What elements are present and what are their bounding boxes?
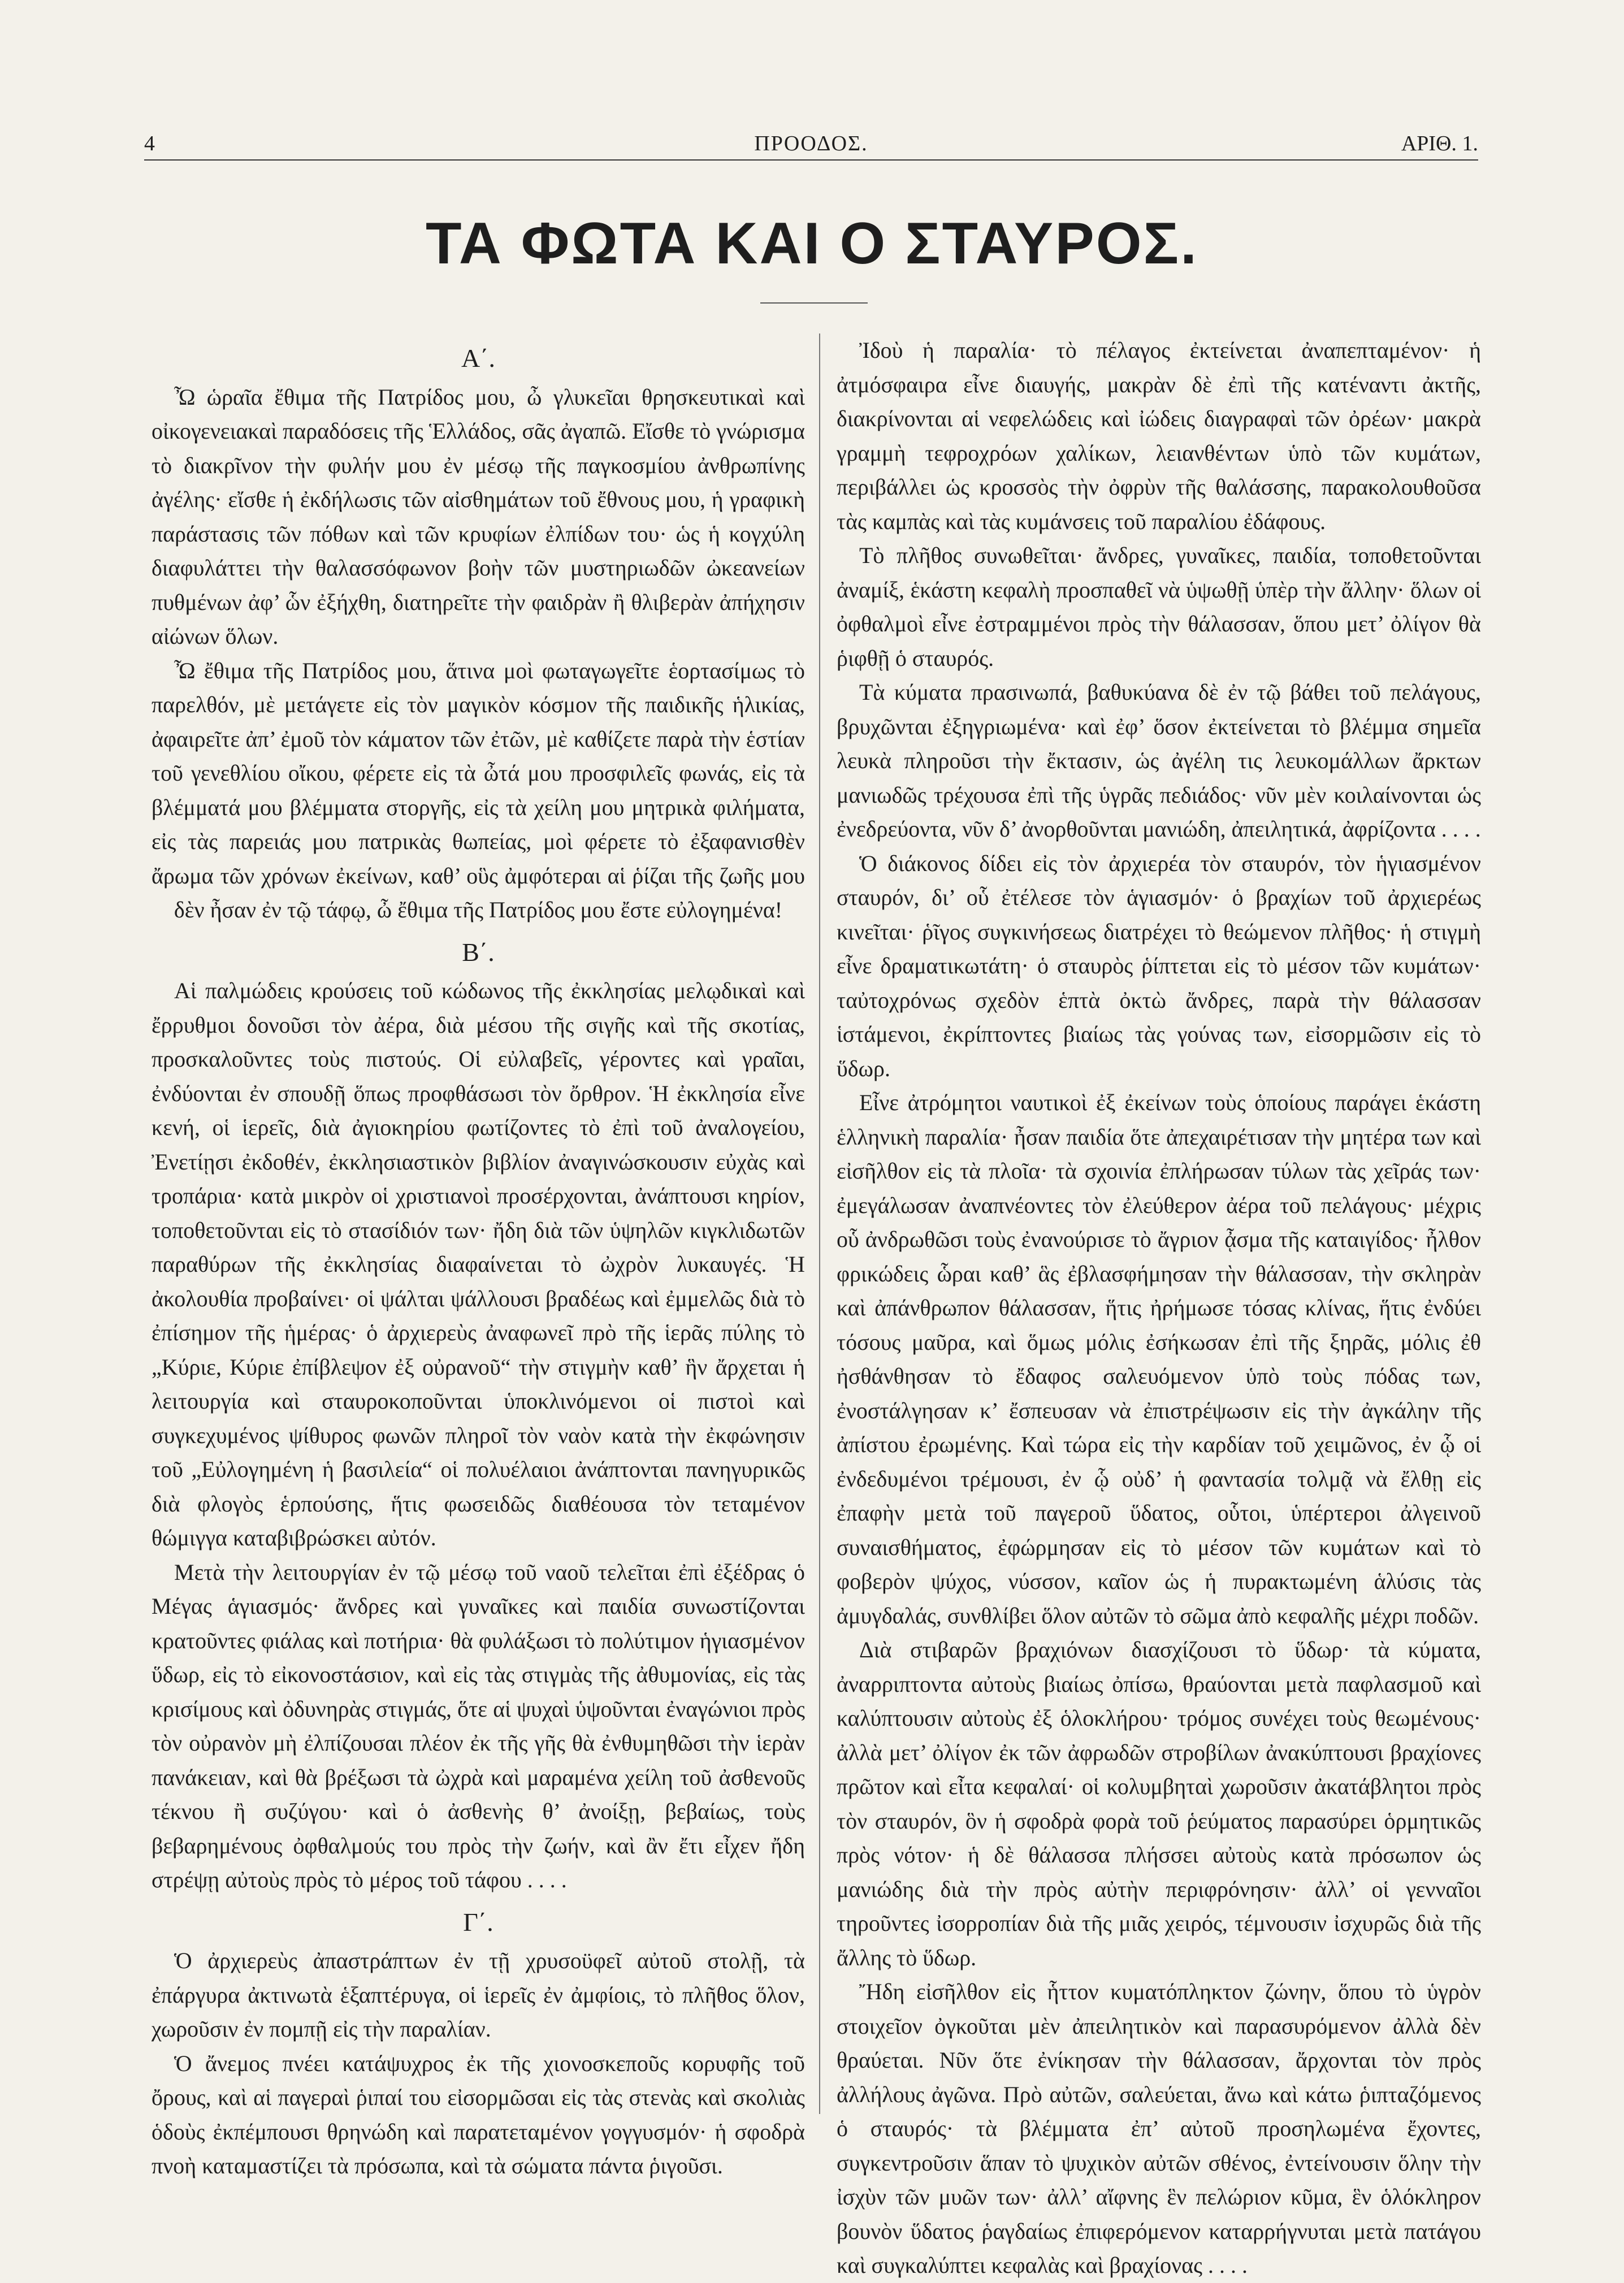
paragraph: Αἱ παλμώδεις κρούσεις τοῦ κώδωνος τῆς ἐκκλησίας μελῳδικαὶ καὶ ἔρρυθμοι δονοῦσι τὸν ἀέρα, διὰ μέσου τῆς σιγῆς καὶ τῆς σκοτίας, προσκαλοῦντες τοὺς πιστούς. Οἱ εὐλαβεῖς, γέροντες καὶ γραῖαι, ἐνδύονται ἐν σπουδῇ ὅπως προφθάσωσι τὸν ὄρθρον. Ἡ ἐκκλησία εἶνε κενή, οἱ ἱερεῖς, διὰ ἀγιοκηρίου φωτίζοντες τὸ ἐπὶ τοῦ ἀναλογείου, Ἐνετίῃσι ἐκδοθέν, ἐκκλησιαστικὸν βιβλίον ἀναγινώσκουσιν εὐχὰς καὶ τροπάρια· κατὰ μικρὸν οἱ χριστιανοὶ προσέρχονται, ἀνάπτουσι κηρίον, τοποθετοῦνται εἰς τὸ στασίδιόν των· ἤδη διὰ τῶν ὑψηλῶν κιγκλιδωτῶν παραθύρων τῆς ἐκκλησίας διαφαίνεται τὸ ὠχρὸν λυκαυγές. Ἡ ἀκολουθία προβαίνει· οἱ ψάλται ψάλλουσι βραδέως καὶ ἐμμελῶς διὰ τὸ ἐπίσημον τῆς ἡμέρας· ὁ ἀρχιερεὺς ἀναφωνεῖ πρὸ τῆς ἱερᾶς πύλης τὸ „Κύριε, Κύριε ἐπίβλεψον ἐξ οὐρανοῦ“ τὴν στιγμὴν καθ’ ἣν ἄρχεται ἡ λειτουργία καὶ σταυροκοποῦνται ὑποκλινόμενοι οἱ πιστοὶ καὶ συγκεχυμένος ψίθυρος φωνῶν πληροῖ τὸν ναὸν κατὰ τὴν ἐκφώνησιν τοῦ „Εὐλογημένη ἡ βασιλεία“ οἱ πολυέλαιοι ἀνάπτονται πανηγυρικῶς διὰ φλογὸς ἑρπούσης, ἥτις φωσειδῶς διαθέουσα τὸν τεταμένον θώμιγγα καταβιβρώσκει αὐτόν.: [151, 978, 805, 1550]
page-number: 4: [144, 132, 155, 155]
journal-name: ΠΡΟΟΔΟΣ.: [754, 132, 868, 155]
left-column: [151, 333, 805, 2184]
paragraph: Τὰ κύματα πρασινωπά, βαθυκύανα δὲ ἐν τῷ βάθει τοῦ πελάγους, βρυχῶνται ἐξηγριωμένα· καὶ ἐφ’ ὅσον ἐκτείνεται τὸ βλέμμα σημεῖα λευκὰ πληροῦσι τὴν ἔκτασιν, ὡς ἀγέλη τις λευκομάλλων ἄρκτων μανιωδῶς τρέχουσα ἐπὶ τῆς ὑγρᾶς πεδιάδος· νῦν μὲν κοιλαίνονται ὡς ἐνεδρεύοντα, νῦν δ’ ἀνορθοῦνται μανιώδη, ἀπειλητικά, ἀφρίζοντα . . . .: [837, 679, 1481, 842]
paragraph: Διὰ στιβαρῶν βραχιόνων διασχίζουσι τὸ ὕδωρ· τὰ κύματα, ἀναρριπτοντα αὐτοὺς βιαίως ὀπίσω, θραύονται μετὰ παφλασμοῦ καὶ καλύπτουσιν αὐτοὺς ἐξ ὁλοκλήρου· τρόμος συνέχει τοὺς θεωμένους· ἀλλὰ μετ’ ὀλίγον ἐκ τῶν ἀφρωδῶν στροβίλων ἀνακύπτουσι βραχίονες πρῶτον καὶ εἶτα κεφαλαί· οἱ κολυμβηταὶ χωροῦσιν ἀκατάβλητοι πρὸς τὸν σταυρόν, ὃν ἡ σφοδρὰ φορὰ τοῦ ῥεύματος παρασύρει ὁρμητικῶς πρὸς νότον· ἡ δὲ θάλασσα πλήσσει αὐτοὺς κατὰ πρόσωπον ὡς μανιώδης διὰ τὴν πρὸς αὐτὴν περιφρόνησιν· ἀλλ’ οἱ γενναῖοι τηροῦντες ἰσορροπίαν διὰ τῆς μιᾶς χειρός, τέμνουσιν ἰσχυρῶς διὰ τῆς ἄλλης τὸ ὕδωρ.: [837, 1637, 1481, 1970]
paragraph: Ἤδη εἰσῆλθον εἰς ἧττον κυματόπληκτον ζώνην, ὅπου τὸ ὑγρὸν στοιχεῖον ὀγκοῦται μὲν ἀπειλητικὸν καὶ παρασυρόμενον ἀλλὰ δὲν θραύεται. Νῦν ὅτε ἐνίκησαν τὴν θάλασσαν, ἄρχονται τὸν πρὸς ἀλλήλους ἀγῶνα. Πρὸ αὐτῶν, σαλεύεται, ἄνω καὶ κάτω ῥιπταζόμενος ὁ σταυρός· τὰ βλέμματα ἐπ’ αὐτοῦ προσηλωμένα ἔχοντες, συγκεντροῦσιν ἅπαν τὸ ψυχικὸν αὐτῶν σθένος, ἐντείνουσιν ὅλην τὴν ἰσχὺν τῶν μυῶν των· ἀλλ’ αἴφνης ἓν πελώριον κῦμα, ἓν ὁλόκληρον βουνὸν ὕδατος ῥαγδαίως ἐπιφερόμενον καταρρήγνυται μετὰ πατάγου καὶ συγκαλύπτει κεφαλὰς καὶ βραχίονας . . . .: [837, 1979, 1481, 2278]
issue-number: ΑΡΙΘ. 1.: [1401, 132, 1478, 155]
running-header: [144, 131, 1478, 163]
paragraph: Ὁ ἀρχιερεὺς ἀπαστράπτων ἐν τῇ χρυσοϋφεῖ αὐτοῦ στολῇ, τὰ ἐπάργυρα ἀκτινωτὰ ἑξαπτέρυγα, οἱ ἱερεῖς ἐν ἀμφίοις, τὸ πλῆθος ὅλον, χωροῦσιν ἐν πομπῇ εἰς τὴν παραλίαν.: [151, 1948, 805, 2042]
paragraph: Ὦ ἔθιμα τῆς Πατρίδος μου, ἅτινα μοὶ φωταγωγεῖτε ἑορτασίμως τὸ παρελθόν, μὲ μετάγετε εἰς τὸν μαγικὸν κόσμον τῆς παιδικῆς ἡλικίας, ἀφαιρεῖτε ἀπ’ ἐμοῦ τὸν κάματον τῶν ἐτῶν, μὲ καθίζετε παρὰ τὴν ἑστίαν τοῦ γενεθλίου οἴκου, φέρετε εἰς τὰ ὦτά μου προσφιλεῖς φωνάς, εἰς τὰ βλέμματά μου βλέμματα στοργῆς, εἰς τὰ χείλη μου μητρικὰ φιλήματα, εἰς τὰς παρειάς μου πατρικὰς θωπείας, μοὶ φέρετε τὸ ἐξαφανισθὲν ἄρωμα τῶν χρόνων ἐκείνων, καθ’ οὓς ἀμφότεραι αἱ ῥίζαι τῆς ζωῆς μου δὲν ἦσαν ἐν τῷ τάφῳ, ὦ ἔθιμα τῆς Πατρίδος μου ἔστε εὐλογημένα!: [151, 657, 805, 922]
paragraph: Ἰδοὺ ἡ παραλία· τὸ πέλαγος ἐκτείνεται ἀναπεπταμένον· ἡ ἀτμόσφαιρα εἶνε διαυγής, μακρὰν δὲ ἐπὶ τῆς κατέναντι ἀκτῆς, διακρίνονται αἱ νεφελώδεις καὶ ἰώδεις διαγραφαὶ τῶν ὀρέων· μακρὰ γραμμὴ τεφροχρόων χαλίκων, λειανθέντων ὑπὸ τῶν κυμάτων, περιβάλλει ὡς κροσσὸς τὴν ὀφρὺν τῆς θαλάσσης, παρακολουθοῦσα τὰς καμπὰς καὶ τὰς κυμάνσεις τοῦ παραλίου ἐδάφους.: [837, 337, 1481, 534]
column-divider: [819, 333, 820, 2114]
right-column: [837, 333, 1481, 2283]
paragraph: Ὦ ὡραῖα ἔθιμα τῆς Πατρίδος μου, ὦ γλυκεῖαι θρησκευτικαὶ καὶ οἰκογενειακαὶ παραδόσεις τῆς Ἑλλάδος, σᾶς ἀγαπῶ. Εἴσθε τὸ γνώρισμα τὸ διακρῖνον τὴν φυλήν μου ἐν μέσῳ τῆς παγκοσμίου ἀνθρωπίνης ἀγέλης· εἴσθε ἡ ἐκδήλωσις τῶν αἰσθημάτων τοῦ ἔθνους μου, ἡ γραφικὴ παράστασις τῶν πόθων καὶ τῶν κρυφίων ἐλπίδων του· ὡς ἡ κογχύλη διαφυλάττει τὴν θαλασσόφωνον βοὴν τῶν μυστηριωδῶν ὠκεανείων πυθμένων ἀφ’ ὧν ἐξήχθη, διατηρεῖτε τὴν φαιδρὰν ἢ θλιβερὰν ἀπήχησιν αἰώνων ὅλων.: [151, 384, 805, 649]
article-title: ΤΑ ΦΩΤΑ ΚΑΙ Ο ΣΤΑΥΡΟΣ.: [426, 211, 1198, 276]
title-rule: [760, 302, 868, 304]
paragraph: Εἶνε ἀτρόμητοι ναυτικοὶ ἐξ ἐκείνων τοὺς ὁποίους παράγει ἑκάστη ἑλληνικὴ παραλία· ἦσαν παιδία ὅτε ἀπεχαιρέτισαν τὴν μητέρα των καὶ εἰσῆλθον εἰς τὰ πλοῖα· τὰ σχοινία ἐπλήρωσαν τύλων τὰς χεῖράς των· ἐμεγάλωσαν ἀναπνέοντες τὸν ἐλεύθερον ἀέρα τοῦ πελάγους· μέχρις οὗ ἀνδρωθῶσι τοὺς ἐνανούρισε τὸ ἄγριον ᾆσμα τῆς καταιγίδος· ἦλθον φρικώδεις ὧραι καθ’ ἃς ἐβλασφήμησαν τὴν θάλασσαν, τὴν σκληρὰν καὶ ἀπάνθρωπον θάλασσαν, ἥτις ἠρήμωσε τόσας κλίνας, ἥτις ἐνδύει τόσους μαῦρα, καὶ ὅμως μόλις ἐσήκωσαν ἐπὶ τῆς ξηρᾶς, μόλις ἐθ ἠσθάνθησαν τὸ ἔδαφος σαλευόμενον ὑπὸ τοὺς πόδας των, ἐνοστάλγησαν κ’ ἔσπευσαν νὰ ἐπιστρέψωσιν εἰς τὴν ἀγκάλην τῆς ἀπίστου ἐρωμένης. Καὶ τώρα εἰς τὴν καρδίαν τοῦ χειμῶνος, ἐν ᾧ οἱ ἐνδεδυμένοι τρέμουσι, ἐν ᾧ οὐδ’ ἡ φαντασία τολμᾷ νὰ ἔλθῃ εἰς ἐπαφὴν μετὰ τοῦ παγεροῦ ὕδατος, οὗτοι, ὑπέρτεροι ἀλγεινοῦ συναισθήματος, ἐφώρμησαν εἰς τὸ μέσον τῶν κυμάτων καὶ τὸ φοβερὸν ψύχος, νύσσον, καῖον ὡς ἡ πυρακτωμένη ἁλύσις τὰς ἀμυγδαλάς, συνθλίβει ὅλον αὐτῶν τὸ σῶμα ἀπὸ κεφαλῆς μέχρι ποδῶν.: [837, 1090, 1481, 1628]
section-heading-c: Γ΄.: [463, 1907, 493, 1937]
section-heading-b: Β΄.: [462, 937, 495, 967]
paragraph: Ὁ διάκονος δίδει εἰς τὸν ἀρχιερέα τὸν σταυρόν, τὸν ἡγιασμένον σταυρόν, δι’ οὗ ἐτέλεσε τὸν ἁγιασμόν· ὁ βραχίων τοῦ ἀρχιερέως κινεῖται· ῥῖγος συγκινήσεως διατρέχει τὸ θεώμενον πλῆθος· ἡ στιγμὴ εἶνε δραματικωτάτη· ὁ σταυρὸς ῥίπτεται εἰς τὸ μέσον τῶν κυμάτων· ταὐτοχρόνως σχεδὸν ἑπτὰ ὀκτὼ ἄνδρες, παρὰ τὴν θάλασσαν ἱστάμενοι, ἐκρίπτοντες βιαίως τὰς γούνας των, εἰσορμῶσιν εἰς τὸ ὕδωρ.: [837, 850, 1481, 1081]
paragraph: Τὸ πλῆθος συνωθεῖται· ἄνδρες, γυναῖκες, παιδία, τοποθετοῦνται ἀναμίξ, ἑκάστη κεφαλὴ προσπαθεῖ νὰ ὑψωθῇ ὑπὲρ τὴν ἄλλην· ὅλων οἱ ὀφθαλμοὶ εἶνε ἐστραμμένοι πρὸς τὴν θάλασσαν, ὅπου μετ’ ὀλίγον θὰ ῥιφθῇ ὁ σταυρός.: [837, 543, 1481, 671]
header-rule: [144, 159, 1478, 161]
paragraph: Ὁ ἄνεμος πνέει κατάψυχρος ἐκ τῆς χιονοσκεποῦς κορυφῆς τοῦ ὄρους, καὶ αἱ παγεραὶ ῥιπαί του εἰσορμῶσαι εἰς τὰς στενὰς καὶ σκολιὰς ὁδοὺς ἐκπέμπουσι θρηνώδη καὶ παρατεταμένον γογγυσμόν· ἡ σφοδρὰ πνοὴ καταμαστίζει τὰ πρόσωπα, καὶ τὰ σώματα πάντα ῥιγοῦσι.: [151, 2050, 805, 2178]
section-heading-a: Α΄.: [461, 344, 496, 372]
paragraph: Μετὰ τὴν λειτουργίαν ἐν τῷ μέσῳ τοῦ ναοῦ τελεῖται ἐπὶ ἐξέδρας ὁ Μέγας ἁγιασμός· ἄνδρες καὶ γυναῖκες καὶ παιδία συνωστίζονται κρατοῦντες φιάλας καὶ ποτήρια· θὰ φυλάξωσι τὸ πολύτιμον ἡγιασμένον ὕδωρ, εἰς τὸ εἰκονοστάσιον, καὶ εἰς τὰς στιγμὰς τῆς ἀθυμονίας, εἰς τὰς κρισίμους καὶ ὀδυνηρὰς στιγμάς, ὅτε αἱ ψυχαὶ ὑψοῦνται ἐναγώνιοι πρὸς τὸν οὐρανὸν μὴ ἐλπίζουσαι πλέον ἐκ τῆς γῆς θὰ ἐνθυμηθῶσι τὴν ἱερὰν πανάκειαν, καὶ θὰ βρέξωσι τὰ ὠχρὰ καὶ μαραμένα χείλη τοῦ ἀσθενοῦς τέκνου ἢ συζύγου· καὶ ὁ ἀσθενὴς θ’ ἀνοίξῃ, βεβαίως, τοὺς βεβαρημένους ὀφθαλμούς του πρὸς τὴν ζωήν, καὶ ἂν ἔτι εἶχεν ἤδη στρέψῃ αὐτοὺς πρὸς τὸ μέρος τοῦ τάφου . . . .: [151, 1559, 805, 1892]
